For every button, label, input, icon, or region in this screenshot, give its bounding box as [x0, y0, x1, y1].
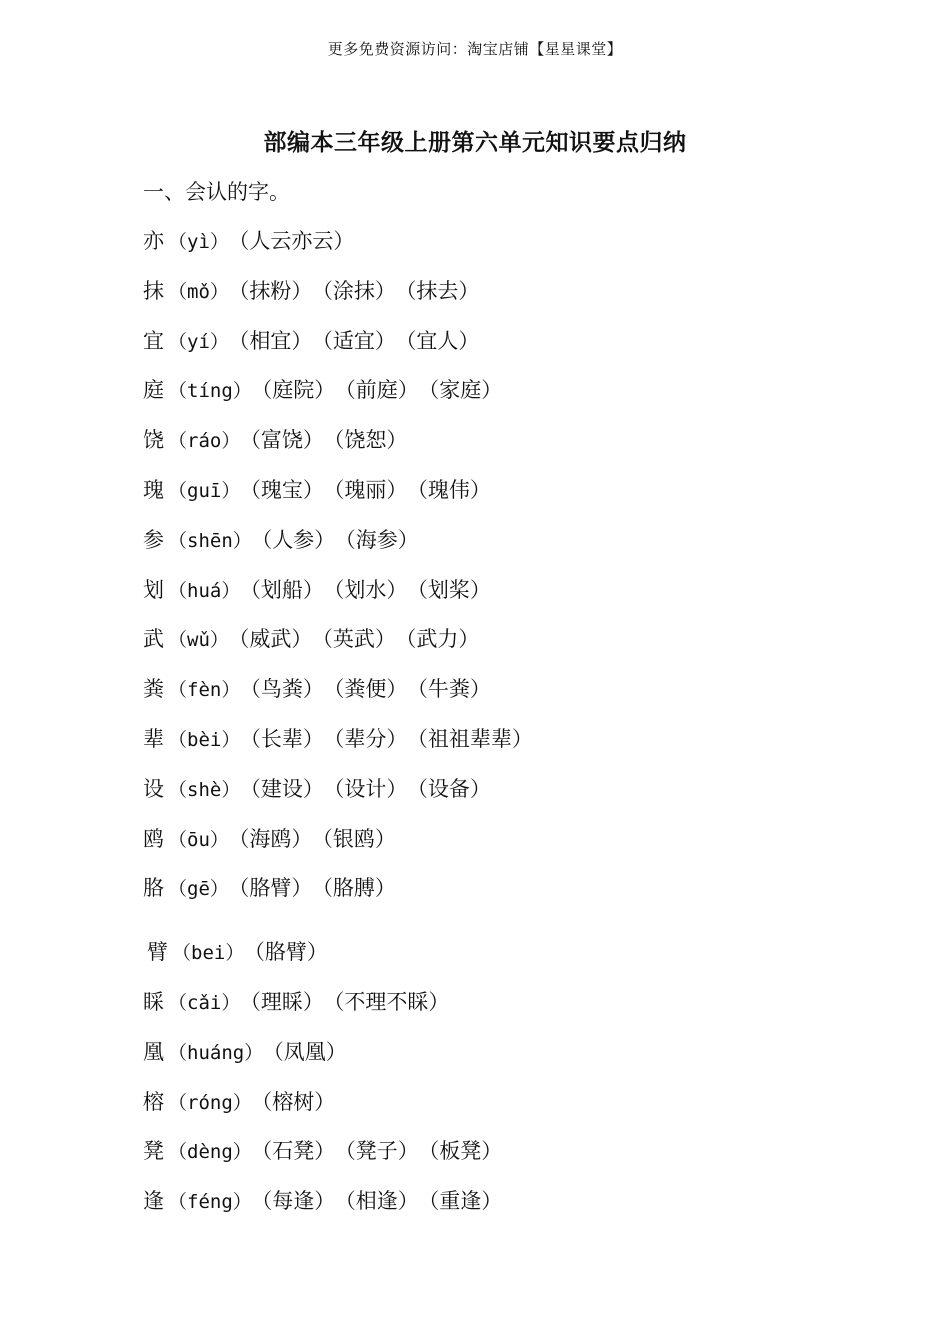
- entry-word: （涂抹）: [322, 278, 396, 303]
- entry-word: （海鸥）: [238, 826, 313, 851]
- entry-character: 划: [143, 577, 164, 602]
- entry-word: （不理不睬）: [333, 989, 450, 1014]
- entry-pinyin: （guī）: [168, 479, 241, 502]
- entry-word: （辈分）: [333, 726, 408, 751]
- entry-word: （家庭）: [428, 378, 503, 403]
- entry-word: （宜人）: [405, 328, 480, 353]
- entry-character: 鸥: [143, 826, 164, 851]
- char-entry: [143, 672, 533, 722]
- entry-character: 设: [143, 776, 164, 801]
- entry-word: （英武）: [322, 627, 396, 652]
- entry-character: 饶: [143, 428, 164, 453]
- entry-word: （划桨）: [417, 577, 491, 602]
- entry-pinyin: （mǒ）: [168, 280, 229, 303]
- entry-character: 胳: [143, 876, 164, 901]
- entry-pinyin: （shēn）: [168, 529, 252, 552]
- entry-pinyin: （shè）: [168, 778, 241, 801]
- entry-character: 凰: [143, 1039, 164, 1064]
- entry-word: （银鸥）: [322, 826, 396, 851]
- entry-pinyin: （bei）: [172, 942, 245, 965]
- entry-pinyin: （bèi）: [168, 728, 241, 751]
- entry-character: 庭: [143, 378, 164, 403]
- entry-pinyin: （yì）: [168, 231, 229, 253]
- entry-pinyin: （fèn）: [168, 679, 241, 702]
- char-entry: [143, 423, 533, 473]
- entry-character: 武: [143, 627, 164, 652]
- entry-word: （适宜）: [322, 328, 396, 353]
- entry-character: 参: [143, 527, 164, 552]
- entry-word: （鸟粪）: [250, 677, 324, 702]
- char-entry: [143, 935, 533, 985]
- entry-character: 瑰: [143, 477, 164, 502]
- char-entry: [143, 573, 533, 623]
- char-entry: [143, 523, 533, 573]
- entry-word: （胳臂）: [254, 940, 328, 965]
- char-entry: [143, 224, 533, 274]
- char-entry: [143, 985, 533, 1035]
- entry-word: （胳膊）: [322, 876, 396, 901]
- entry-word: （威武）: [238, 627, 313, 652]
- entry-character: 逢: [143, 1189, 164, 1214]
- char-entry: [143, 772, 533, 822]
- entry-pinyin: （róng）: [168, 1091, 252, 1114]
- entry-pinyin: （tíng）: [168, 380, 252, 403]
- entry-pinyin: （féng）: [168, 1191, 252, 1214]
- entry-character: 榕: [143, 1089, 164, 1114]
- entry-word: （每逢）: [261, 1189, 336, 1214]
- entry-pinyin: （yí）: [168, 330, 229, 353]
- entry-word: （抹粉）: [238, 278, 313, 303]
- entry-word: （人云亦云）: [238, 229, 355, 253]
- entry-word: （瑰丽）: [333, 477, 408, 502]
- char-entry: [143, 1134, 533, 1184]
- entry-word: （海参）: [345, 527, 419, 552]
- entry-word: （饶恕）: [333, 428, 408, 453]
- entry-word: （粪便）: [333, 677, 408, 702]
- entry-character: 亦: [143, 229, 164, 253]
- char-entry: [143, 274, 533, 324]
- char-entry: [143, 1085, 533, 1135]
- entry-word: （前庭）: [345, 378, 419, 403]
- entry-word: （相宜）: [238, 328, 313, 353]
- char-entry: [143, 822, 533, 872]
- char-entry: [143, 473, 533, 523]
- header-note: 更多免费资源访问：淘宝店铺【星星课堂】: [327, 40, 623, 58]
- char-entry: [143, 373, 533, 423]
- entry-word: （石凳）: [261, 1139, 336, 1164]
- entry-pinyin: （gē）: [168, 878, 229, 901]
- entry-character: 抹: [143, 278, 164, 303]
- entry-word: （重逢）: [428, 1189, 503, 1214]
- entry-word: （划船）: [250, 577, 324, 602]
- entry-pinyin: （ráo）: [168, 430, 241, 453]
- char-entry: [143, 324, 533, 374]
- entry-word: （人参）: [261, 527, 336, 552]
- entry-word: （长辈）: [250, 726, 324, 751]
- entry-word: （划水）: [333, 577, 408, 602]
- entry-pinyin: （cǎi）: [168, 991, 241, 1014]
- char-entry: [143, 1184, 533, 1234]
- entry-character: 凳: [143, 1139, 164, 1164]
- entry-word: （榕树）: [261, 1089, 336, 1114]
- char-entry: [143, 871, 533, 921]
- entry-word: （设计）: [333, 776, 408, 801]
- entry-pinyin: （huá）: [168, 579, 241, 602]
- char-entry: [143, 622, 533, 672]
- document-title: 部编本三年级上册第六单元知识要点归纳: [263, 130, 687, 156]
- section-heading: 一、会认的字。: [143, 180, 290, 204]
- entry-word: （武力）: [405, 627, 480, 652]
- entry-word: （理睬）: [250, 989, 324, 1014]
- entry-word: （凳子）: [345, 1139, 419, 1164]
- entry-word: （庭院）: [261, 378, 336, 403]
- entry-word: （板凳）: [428, 1139, 503, 1164]
- entry-word: （抹去）: [405, 278, 480, 303]
- entry-pinyin: （huáng）: [168, 1041, 264, 1064]
- entry-character: 睬: [143, 989, 164, 1014]
- entry-word: （瑰宝）: [250, 477, 324, 502]
- entry-character: 粪: [143, 677, 164, 702]
- entry-word: （建设）: [250, 776, 324, 801]
- entry-pinyin: （ōu）: [168, 828, 229, 851]
- entry-pinyin: （wǔ）: [168, 629, 229, 652]
- entry-word: （相逢）: [345, 1189, 419, 1214]
- entry-word: （胳臂）: [238, 876, 313, 901]
- entry-word: （牛粪）: [417, 677, 491, 702]
- character-list: [143, 224, 533, 1234]
- entry-word: （凤凰）: [273, 1039, 347, 1064]
- entry-character: 辈: [143, 726, 164, 751]
- entry-character: 臂: [147, 940, 168, 965]
- entry-word: （祖祖辈辈）: [417, 726, 533, 751]
- entry-character: 宜: [143, 328, 164, 353]
- entry-word: （富饶）: [250, 428, 324, 453]
- char-entry: [143, 722, 533, 772]
- entry-word: （瑰伟）: [417, 477, 491, 502]
- char-entry: [143, 1035, 533, 1085]
- entry-pinyin: （dèng）: [168, 1141, 252, 1164]
- entry-word: （设备）: [417, 776, 491, 801]
